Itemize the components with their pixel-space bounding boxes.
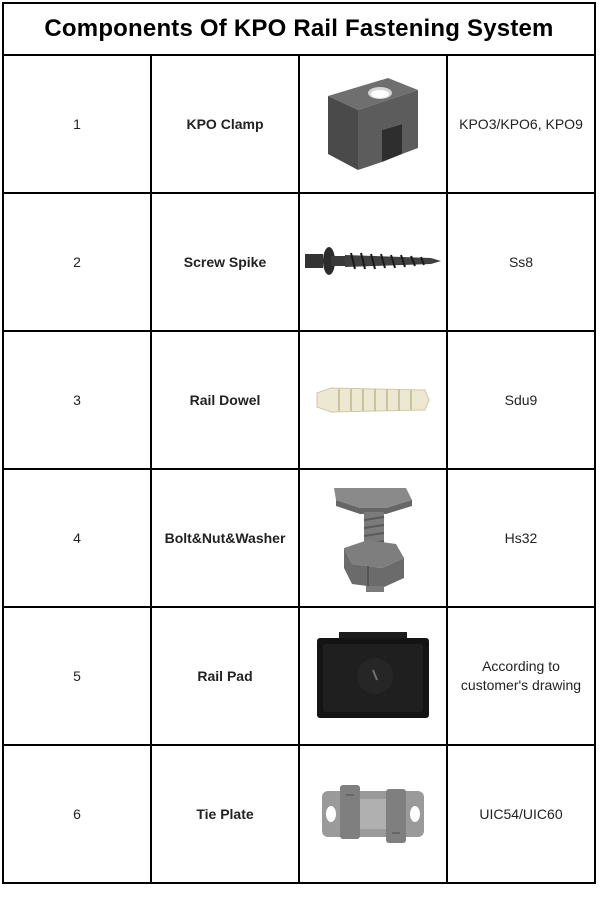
table-title: Components Of KPO Rail Fastening System <box>3 3 595 55</box>
item-image-cell <box>299 193 447 331</box>
item-spec: According to customer's drawing <box>447 607 595 745</box>
bolt-nut-washer-icon <box>328 482 418 594</box>
item-number: 6 <box>3 745 151 883</box>
item-name: Tie Plate <box>151 745 299 883</box>
item-number: 4 <box>3 469 151 607</box>
item-number: 3 <box>3 331 151 469</box>
item-number: 1 <box>3 55 151 193</box>
rail-pad-icon <box>313 630 433 722</box>
item-spec: KPO3/KPO6, KPO9 <box>447 55 595 193</box>
item-image-cell <box>299 331 447 469</box>
item-name: Bolt&Nut&Washer <box>151 469 299 607</box>
table-row <box>3 193 595 331</box>
table-row <box>3 55 595 193</box>
table-row <box>3 469 595 607</box>
table-row <box>3 745 595 883</box>
item-spec: Ss8 <box>447 193 595 331</box>
item-spec: Sdu9 <box>447 331 595 469</box>
components-table-sheet <box>2 2 596 894</box>
item-name: Rail Pad <box>151 607 299 745</box>
screw-spike-icon <box>303 242 443 282</box>
table-row <box>3 607 595 745</box>
item-name: KPO Clamp <box>151 55 299 193</box>
rail-dowel-icon <box>313 383 433 417</box>
table-row <box>3 331 595 469</box>
item-image-cell <box>299 469 447 607</box>
item-image-cell <box>299 607 447 745</box>
item-spec: UIC54/UIC60 <box>447 745 595 883</box>
components-table <box>2 2 596 884</box>
item-name: Screw Spike <box>151 193 299 331</box>
item-number: 2 <box>3 193 151 331</box>
item-image-cell <box>299 745 447 883</box>
item-number: 5 <box>3 607 151 745</box>
tie-plate-icon <box>318 781 428 847</box>
title-row <box>3 3 595 55</box>
item-name: Rail Dowel <box>151 331 299 469</box>
item-image-cell <box>299 55 447 193</box>
item-spec: Hs32 <box>447 469 595 607</box>
kpo-clamp-icon <box>318 74 428 174</box>
